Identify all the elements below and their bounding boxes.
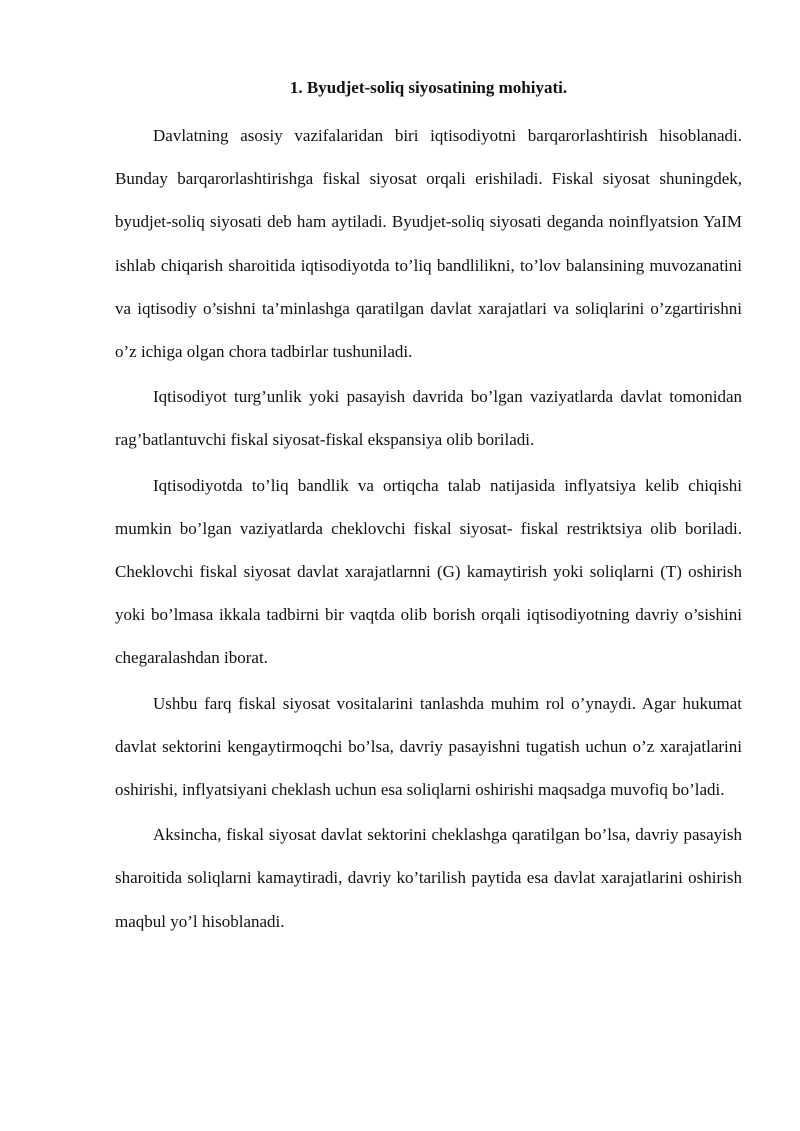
paragraph-1: Davlatning asosiy vazifalaridan biri iqtisodiyotni barqarorlashtirish hisoblanadi. Bunday barqarorlashtirishga fiskal siyosat orqali erishiladi. Fiskal siyosat shuningdek, byudjet-soliq siyosati deb ham aytiladi. Byudjet-soliq siyosati deganda noinflyatsion YaIM ishlab chiqarish sharoitida iqtisodiyotda to’liq bandlilikni, to’lov balansining muvozanatini va iqtisodiy o’sishni ta’minlashga qaratilgan davlat xarajatlari va soliqlarini o’zgartirishni o’z ichiga olgan chora tadbirlar tushuniladi.: [115, 126, 742, 362]
paragraph-3: Iqtisodiyotda to’liq bandlik va ortiqcha talab natijasida inflyatsiya kelib chiqishi mumkin bo’lgan vaziyatlarda cheklovchi fiskal siyosat- fiskal restriktsiya olib boriladi. Cheklovchi fiskal siyosat davlat xarajatlarnni (G) kamaytirish yoki soliqlarni (T) oshirish yoki bo’lmasa ikkala tadbirni bir vaqtda olib borish orqali iqtisodiyotning davriy o’sishini chegaralashdan iborat.: [115, 475, 742, 668]
section-title: 1. Byudjet-soliq siyosatining mohiyati.: [289, 78, 568, 97]
document-body: [115, 74, 742, 945]
paragraph-4: Ushbu farq fiskal siyosat vositalarini tanlashda muhim rol o’ynaydi. Agar hukumat davlat sektorini kengaytirmoqchi bo’lsa, davriy pasayishni tugatish uchun o’z xarajatlarini oshirishi, inflyatsiyani cheklash uchun esa soliqlarni oshirishi maqsadga muvofiq bo’ladi.: [115, 693, 742, 800]
paragraph-2: Iqtisodiyot turg’unlik yoki pasayish davrida bo’lgan vaziyatlarda davlat tomonidan rag’batlantuvchi fiskal siyosat-fiskal ekspansiya olib boriladi.: [115, 387, 742, 450]
paragraph-5: Aksincha, fiskal siyosat davlat sektorini cheklashga qaratilgan bo’lsa, davriy pasayish sharoitida soliqlarni kamaytiradi, davriy ko’tarilish paytida esa davlat xarajatlarini oshirish maqbul yo’l hisoblanadi.: [115, 825, 742, 931]
